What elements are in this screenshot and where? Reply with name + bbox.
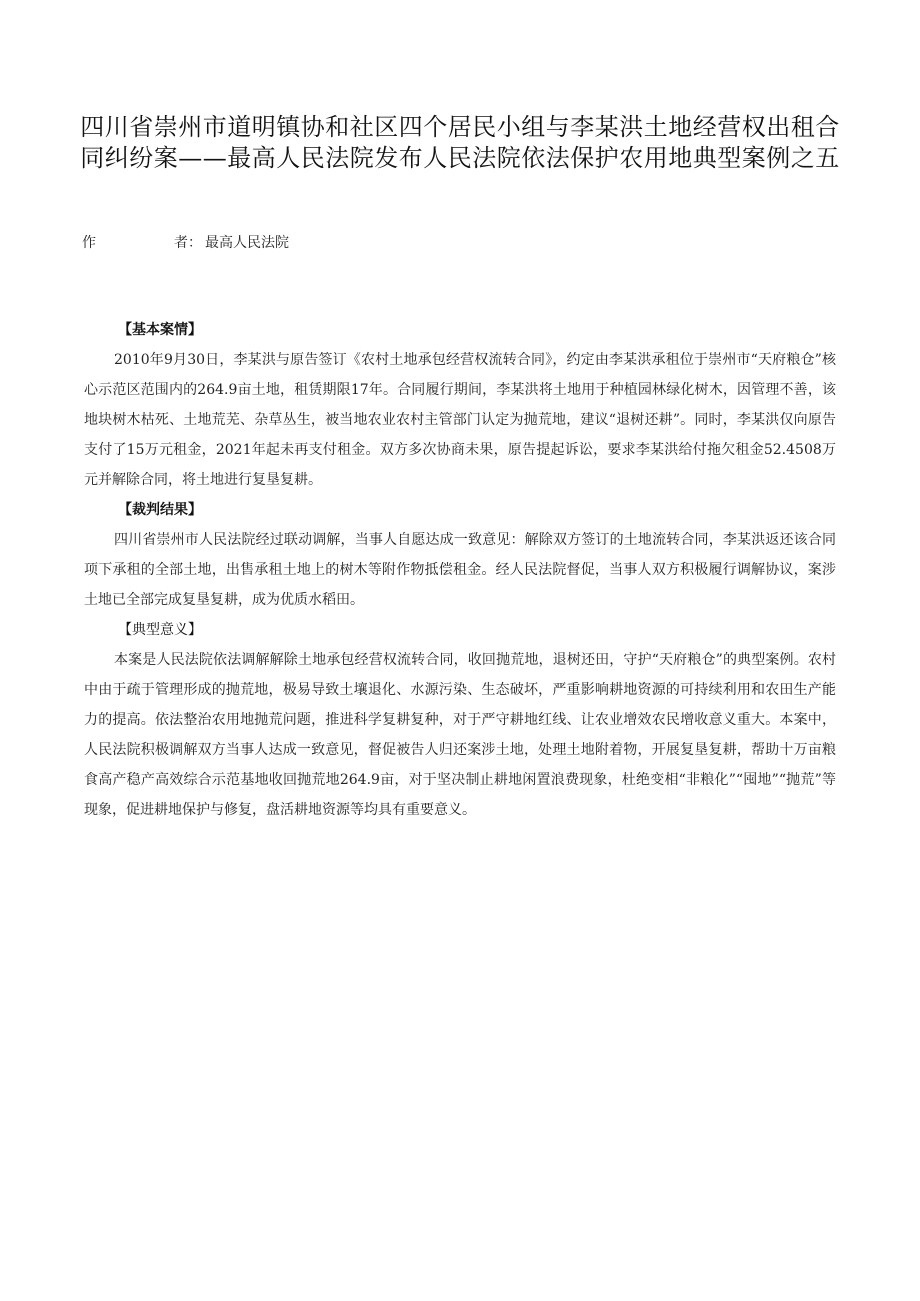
- section-judgment-result: [84, 495, 836, 615]
- author-label-right: 者：: [174, 235, 202, 251]
- section-typical-significance: [84, 615, 836, 825]
- author-label-left: 作: [82, 235, 96, 251]
- document-body: [84, 315, 836, 825]
- document-title: 四川省崇州市道明镇协和社区四个居民小组与李某洪土地经营权出租合同纠纷案——最高人民法院发布人民法院依法保护农用地典型案例之五: [80, 113, 840, 172]
- section-heading: 【基本案情】: [118, 322, 202, 338]
- section-paragraph: 2010年9月30日，李某洪与原告签订《农村土地承包经营权流转合同》，约定由李某洪承租位于崇州市“天府粮仓”核心示范区范围内的264.9亩土地，租赁期限17年。合同履行期间，李某洪将土地用于种植园林绿化树木，因管理不善，该地块树木枯死、土地荒芜、杂草丛生，被当地农业农村主管部门认定为抛荒地，建议“退树还耕”。同时，李某洪仅向原告支付了15万元租金，2021年起未再支付租金。双方多次协商未果，原告提起诉讼，要求李某洪给付拖欠租金52.4508万元并解除合同，将土地进行复垦复耕。: [84, 352, 836, 488]
- section-heading: 【典型意义】: [118, 622, 202, 638]
- section-basic-facts: [84, 315, 836, 495]
- section-paragraph: 四川省崇州市人民法院经过联动调解，当事人自愿达成一致意见：解除双方签订的土地流转合同，李某洪返还该合同项下承租的全部土地，出售承租土地上的树木等附作物抵偿租金。经人民法院督促，当事人双方积极履行调解协议，案涉土地已全部完成复垦复耕，成为优质水稻田。: [84, 532, 836, 608]
- author-value: 最高人民法院: [205, 235, 289, 251]
- section-paragraph: 本案是人民法院依法调解解除土地承包经营权流转合同，收回抛荒地，退树还田，守护“天府粮仓”的典型案例。农村中由于疏于管理形成的抛荒地，极易导致土壤退化、水源污染、生态破坏，严重影响耕地资源的可持续利用和农田生产能力的提高。依法整治农用地抛荒问题，推进科学复耕复种，对于严守耕地红线、让农业增效农民增收意义重大。本案中，人民法院积极调解双方当事人达成一致意见，督促被告人归还案涉土地，处理土地附着物，开展复垦复耕，帮助十万亩粮食高产稳产高效综合示范基地收回抛荒地264.9亩，对于坚决制止耕地闲置浪费现象，杜绝变相“非粮化”“囤地”“抛荒”等现象，促进耕地保护与修复，盘活耕地资源等均具有重要意义。: [84, 652, 836, 818]
- section-heading: 【裁判结果】: [118, 502, 202, 518]
